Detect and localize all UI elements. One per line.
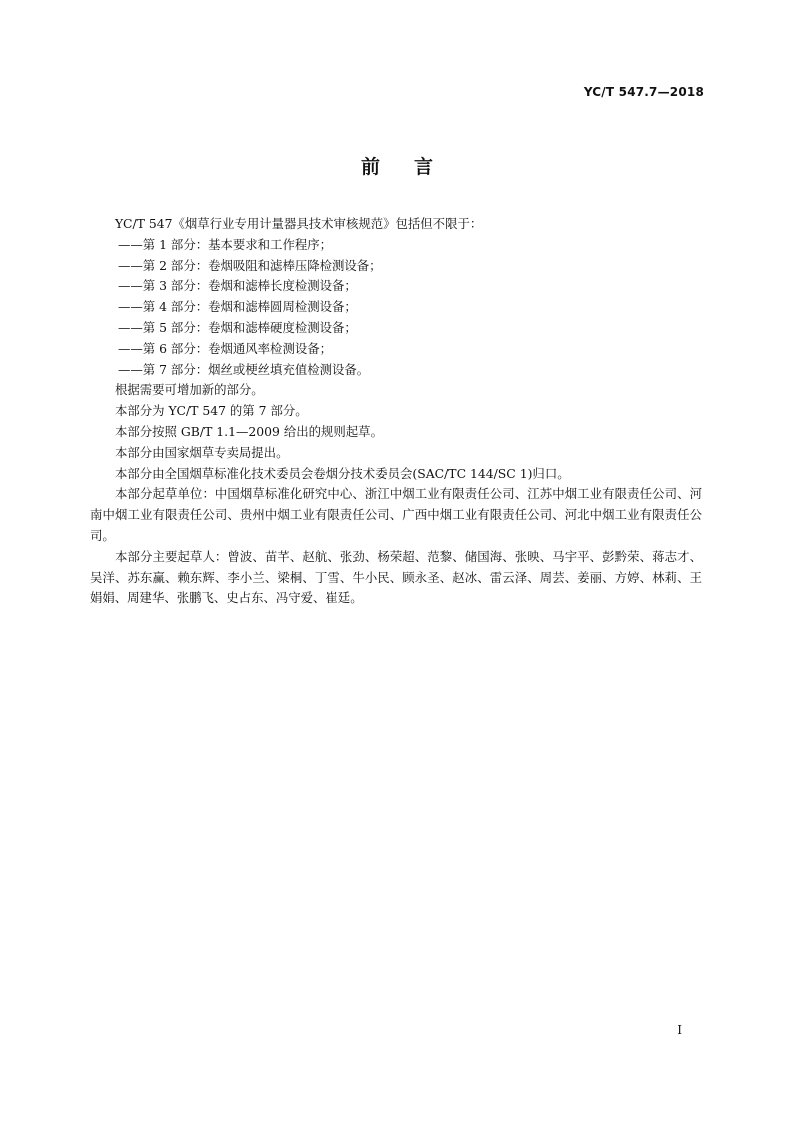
list-item: ——第 3 部分：卷烟和滤棒长度检测设备；	[118, 278, 357, 294]
list-item: ——第 4 部分：卷烟和滤棒圆周检测设备；	[118, 299, 357, 315]
drafters-paragraph: 本部分主要起草人：曾波、苗芊、赵航、张劲、杨荣超、范黎、储国海、张映、马宇平、彭黔荣、蒋志才、吴洋、苏东赢、赖东辉、李小兰、梁桐、丁雪、牛小民、顾永圣、赵冰、雷云泽、周芸、姜丽、方婷、林莉、王娟娟、周建华、张鹏飞、史占东、冯守爱、崔廷。	[90, 548, 702, 606]
paragraph: 本部分为 YC/T 547 的第 7 部分。	[115, 403, 308, 419]
page-title: 前言	[360, 156, 467, 178]
paragraph: 本部分由国家烟草专卖局提出。	[115, 444, 289, 460]
list-item: ——第 1 部分：基本要求和工作程序；	[118, 236, 333, 252]
paragraph: 本部分由全国烟草标准化技术委员会卷烟分技术委员会(SAC/TC 144/SC 1)归口。	[115, 465, 570, 481]
foreword-body	[90, 214, 702, 609]
list-item: ——第 6 部分：卷烟通风率检测设备；	[118, 340, 333, 356]
intro-paragraph: YC/T 547《烟草行业专用计量器具技术审核规范》包括但不限于：	[115, 216, 483, 231]
drafting-units-paragraph: 本部分起草单位：中国烟草标准化研究中心、浙江中烟工业有限责任公司、江苏中烟工业有限责任公司、河南中烟工业有限责任公司、贵州中烟工业有限责任公司、广西中烟工业有限责任公司、河北中烟工业有限责任公司。	[90, 486, 702, 543]
paragraph: 根据需要可增加新的部分。	[115, 382, 264, 398]
list-item: ——第 5 部分：卷烟和滤棒硬度检测设备；	[118, 319, 357, 335]
standard-code: YC/T 547.7—2018	[583, 85, 704, 99]
list-item: ——第 2 部分：卷烟吸阻和滤棒压降检测设备；	[118, 257, 382, 273]
list-item: ——第 7 部分：烟丝或梗丝填充值检测设备。	[118, 361, 370, 377]
page-number: I	[677, 1023, 682, 1037]
paragraph: 本部分按照 GB/T 1.1—2009 给出的规则起草。	[115, 423, 383, 439]
